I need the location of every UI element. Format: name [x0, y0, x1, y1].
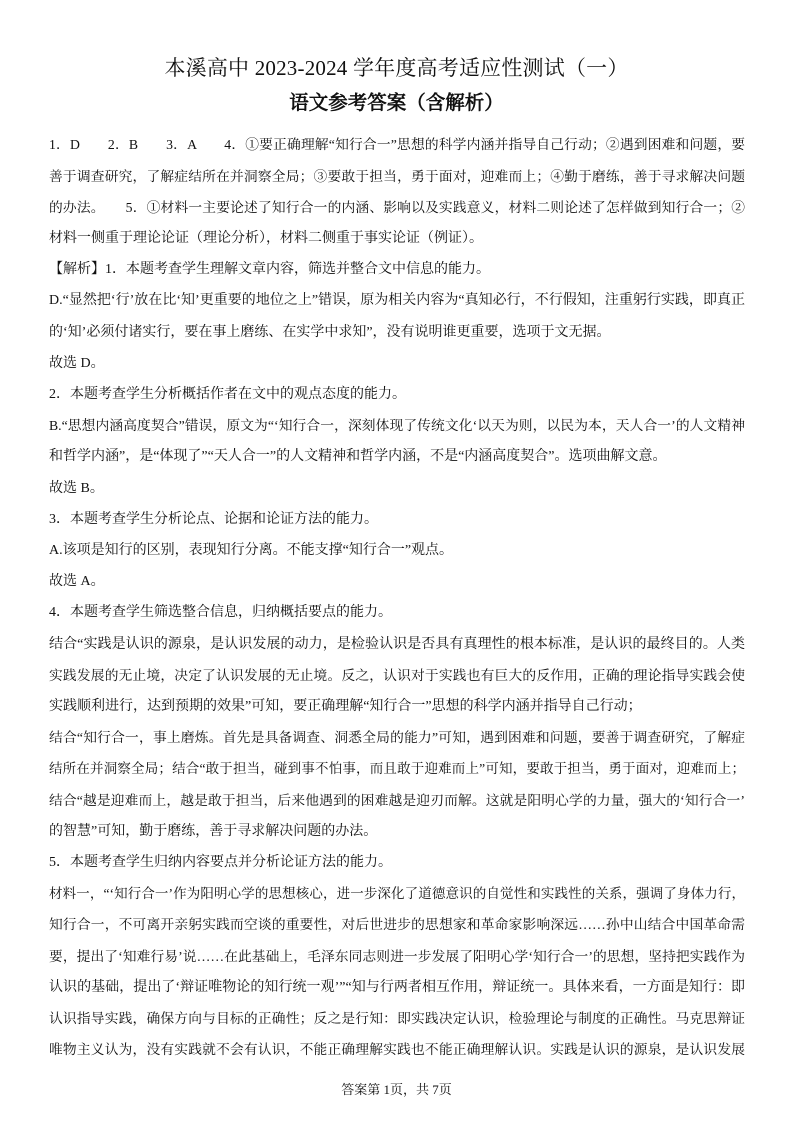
- text-line: B.“思想内涵高度契合”错误，原文为“‘知行合一，深刻体现了传统文化‘以天为则，以民为本，天人合一’的人文精神: [49, 418, 745, 434]
- text-line: 3．本题考查学生分析论点、论据和论证方法的能力。: [49, 511, 378, 527]
- answer-summary: [49, 129, 745, 254]
- text-line: 1．D 2．B 3．A 4．①要正确理解“知行合一”思想的科学内涵并指导自己行动；②遇到困难和问题，要: [49, 137, 745, 153]
- text-line: 知行合一，不可离开亲躬实践而空谈的重要性，对后世进步的思想家和革命家影响深远……孙中山结合中国革命需: [49, 917, 745, 933]
- text-line: 结合“实践是认识的源泉，是认识发展的动力，是检验认识是否具有真理性的根本标准，是认识的最终目的。人类: [49, 636, 745, 652]
- text-line: 和哲学内涵”，是“体现了”“天人合一”的人文精神和哲学内涵，不是“内涵高度契合”。选项曲解文意。: [49, 449, 667, 465]
- analysis-q3-heading: [49, 504, 745, 535]
- text-line: 的‘知’必须付诸实行，要在事上磨练、在实学中求知”，没有说明谁更重要，选项于文无据。: [49, 324, 611, 340]
- analysis-q1-heading: [49, 254, 745, 285]
- text-line: 【解析】1．本题考查学生理解文章内容，筛选并整合文中信息的能力。: [49, 262, 490, 278]
- document-title: 本溪高中 2023-2024 学年度高考适应性测试（一）: [164, 56, 629, 80]
- text-line: 4．本题考查学生筛选整合信息，归纳概括要点的能力。: [49, 605, 392, 621]
- page-number-footer: 答案第 1页，共 7页: [341, 1082, 452, 1097]
- analysis-q2-choice: [49, 473, 745, 504]
- analysis-q1-explanation: [49, 285, 745, 347]
- text-line: 结合“知行合一，事上磨炼。首先是具备调查、洞悉全局的能力”可知，遇到困难和问题，要善于调查研究，了解症: [49, 730, 745, 746]
- analysis-q4-heading: [49, 597, 745, 628]
- analysis-q5-material-1: [49, 878, 745, 1065]
- text-line: 故选 D。: [49, 355, 105, 371]
- text-line: 材料一，“‘知行合一’作为阳明心学的思想核心，进一步深化了道德意识的自觉性和实践性的关系，强调了身体力行，: [49, 886, 745, 902]
- analysis-q5-heading: [49, 847, 745, 878]
- text-line: 要，提出了‘知难行易’说……在此基础上，毛泽东同志则进一步发展了阳明心学‘知行合一’的思想，坚持把实践作为: [49, 948, 745, 964]
- text-line: 故选 B。: [49, 480, 104, 496]
- text-line: 实践顺利进行，达到预期的效果”可知，要正确理解“知行合一”思想的科学内涵并指导自己行动；: [49, 699, 642, 715]
- analysis-q4-point-1: [49, 629, 745, 723]
- text-line: 2．本题考查学生分析概括作者在文中的观点态度的能力。: [49, 387, 406, 403]
- text-line: 的智慧”可知，勤于磨练，善于寻求解决问题的办法。: [49, 823, 378, 839]
- analysis-q1-choice: [49, 348, 745, 379]
- text-line: 故选 A。: [49, 574, 105, 590]
- analysis-q3-choice: [49, 566, 745, 597]
- text-line: 唯物主义认为，没有实践就不会有认识，不能正确理解实践也不能正确理解认识。实践是认识的源泉，是认识发展: [49, 1042, 745, 1058]
- text-line: 认识的基础，提出了‘辩证唯物论的知行统一观’”“知与行两者相互作用，辩证统一。具体来看，一方面是知行：即: [49, 979, 745, 995]
- text-line: 材料一侧重于理论论证（理论分析），材料二侧重于事实论证（例证）。: [49, 231, 483, 246]
- text-line: 结所在并洞察全局；结合“敢于担当，碰到事不怕事，而且敢于迎难而上”可知，要敢于担当，勇于面对，迎难而上；: [49, 761, 745, 777]
- analysis-q2-heading: [49, 379, 745, 410]
- analysis-q2-explanation: [49, 410, 745, 472]
- analysis-q4-point-2: [49, 722, 745, 847]
- text-line: 结合“越是迎难而上，越是敢于担当，后来他遇到的困难越是迎刃而解。这就是阳明心学的力量，强大的‘知行合一’: [49, 792, 745, 808]
- text-line: 认识指导实践，确保方向与目标的正确性；反之是行知：即实践决定认识，检验理论与制度的正确性。马克思辩证: [49, 1011, 745, 1027]
- text-line: 5．本题考查学生归纳内容要点并分析论证方法的能力。: [49, 855, 392, 871]
- analysis-q3-explanation: [49, 535, 745, 566]
- text-line: D.“显然把‘行’放在比‘知’更重要的地位之上”错误，原为相关内容为“真知必行，不行假知，注重躬行实践，即真正: [49, 293, 745, 309]
- text-line: A.该项是知行的区别，表现知行分离。不能支撑“知行合一”观点。: [49, 543, 454, 559]
- text-line: 的办法。 5．①材料一主要论述了知行合一的内涵、影响以及实践意义，材料二则论述了怎样做到知行合一；②: [49, 199, 745, 215]
- document-body: [49, 129, 745, 1065]
- document-subtitle: 语文参考答案（含解析）: [289, 93, 504, 114]
- text-line: 实践发展的无止境，决定了认识发展的无止境。反之，认识对于实践也有巨大的反作用，正确的理论指导实践会使: [49, 667, 745, 683]
- text-line: 善于调查研究，了解症结所在并洞察全局；③要敢于担当，勇于面对，迎难而上；④勤于磨练，善于寻求解决问题: [49, 168, 745, 184]
